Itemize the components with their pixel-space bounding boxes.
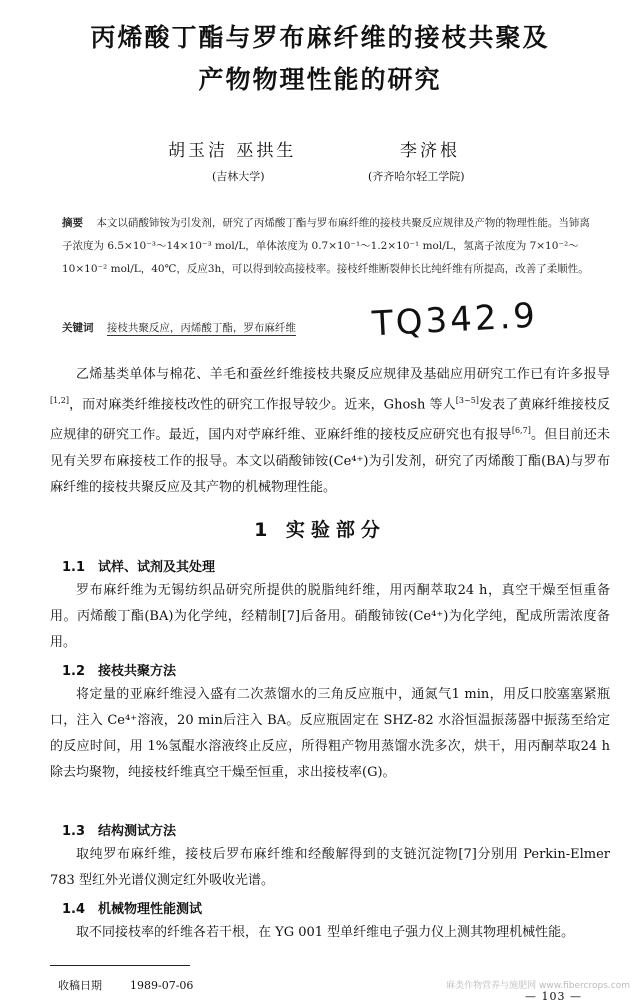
intro-paragraph: [50, 362, 610, 501]
intro-text-1: 乙烯基类单体与棉花、羊毛和蚕丝纤维接枝共聚反应规律及基础应用研究工作已有许多报导: [76, 367, 610, 382]
keywords-value: 接枝共聚反应，丙烯酸丁酯，罗布麻纤维: [106, 322, 296, 334]
subsection-heading-1-3: [62, 820, 176, 839]
subsection-number: 1.3: [62, 824, 86, 839]
affiliation-2: (齐齐哈尔轻工学院): [368, 170, 465, 183]
subsection-heading-1-2: [62, 660, 176, 679]
paper-title-line2: 产物物理性能的研究: [198, 65, 442, 94]
abstract-label: 摘要: [62, 217, 83, 229]
intro-ref-2: [3~5]: [455, 396, 479, 405]
intro-ref-1: [1,2]: [50, 396, 69, 405]
site-watermark: 麻类作物营养与施肥网 www.fibercrops.com: [446, 981, 630, 991]
abstract: [62, 212, 592, 281]
received-date-line: [58, 977, 193, 993]
subsection-title: 接枝共聚方法: [98, 664, 177, 679]
paper-title-line1: 丙烯酸丁酯与罗布麻纤维的接枝共聚及: [90, 23, 550, 52]
subsection-number: 1.1: [62, 560, 86, 575]
keywords: [62, 320, 296, 335]
subsection-number: 1.4: [62, 902, 86, 917]
subsection-title: 结构测试方法: [98, 824, 177, 839]
author-group-1: 胡玉洁 巫拱生: [168, 141, 297, 161]
paragraph-1-3: 取纯罗布麻纤维，接枝后罗布麻纤维和经酸解得到的支链沉淀物[7]分别用 Perkin-Elmer 783 型红外光谱仪测定红外吸收光谱。: [50, 847, 610, 888]
footnote-divider: [50, 965, 190, 966]
page-number: — 103 —: [525, 990, 582, 1003]
subsection-title: 试样、试剂及其处理: [98, 560, 216, 575]
received-date: 1989-07-06: [130, 979, 194, 992]
paragraph-1-4: 取不同接枝率的纤维各若干根，在 YG 001 型单纤维电子强力仪上测其物理机械性能。: [76, 925, 575, 940]
paragraph-1-2: 将定量的亚麻纤维浸入盛有二次蒸馏水的三角反应瓶中，通氮气1 min，用反口胶塞塞紧瓶口，注入 Ce⁴⁺溶液，20 min后注入 BA。反应瓶固定在 SHZ-82 水浴恒温振荡器中振荡至给定的反应时间，用 1%氢醌水溶液终止反应，所得粗产物用蒸馏水洗多次，烘干，用丙酮萃取24 h除去均聚物，纯接枝纤维真空干燥至恒重，求出接枝率(G)。: [50, 687, 610, 780]
handwritten-classification-note: TQ342.9: [371, 295, 539, 345]
affiliation-1: (吉林大学): [212, 170, 265, 183]
subsection-heading-1-1: [62, 556, 215, 575]
author-group-2: 李济根: [400, 141, 460, 161]
keywords-label: 关键词: [62, 322, 94, 334]
subsection-title: 机械物理性能测试: [98, 902, 203, 917]
subsection-heading-1-4: [62, 898, 202, 917]
subsection-number: 1.2: [62, 664, 86, 679]
intro-text-4: 。但目前还未见有关罗布麻接枝工作的报导。本文以硝酸铈铵(Ce⁴⁺)为引发剂，研究了丙烯酸丁酯(BA)与罗布麻纤维的接枝共聚反应及其产物的机械物理性能。: [50, 427, 610, 495]
section-heading-experimental: 1 实验部分: [254, 519, 386, 541]
abstract-text: 本文以硝酸铈铵为引发剂，研究了丙烯酸丁酯与罗布麻纤维的接枝共聚反应规律及产物的物理性能。当铈离子浓度为 6.5×10⁻³～14×10⁻³ mol/L，单体浓度为 0.7×10⁻¹～1.2×10⁻¹ mol/L，氢离子浓度为 7×10⁻²～10×10⁻² mol/L，40℃，反应3h，可以得到较高接枝率。接枝纤维断裂伸长比纯纤维有所提高，改善了柔顺性。: [62, 217, 590, 275]
received-label: 收稿日期: [58, 979, 102, 992]
intro-text-2: ，而对麻类纤维接枝改性的研究工作报导较少。近来，Ghosh 等人: [68, 397, 456, 413]
intro-text-3: 发表了黄麻纤维接枝反应规律的研究工作。最近，国内对苧麻纤维、亚麻纤维的接枝反应研究也有报导: [50, 397, 610, 443]
paragraph-1-1: 罗布麻纤维为无锡纺织品研究所提供的脱脂纯纤维，用丙酮萃取24 h，真空干燥至恒重备用。丙烯酸丁酯(BA)为化学纯，经精制[7]后备用。硝酸铈铵(Ce⁴⁺)为化学纯，配成所需浓度备用。: [50, 583, 610, 650]
intro-ref-3: [6,7]: [511, 426, 531, 436]
